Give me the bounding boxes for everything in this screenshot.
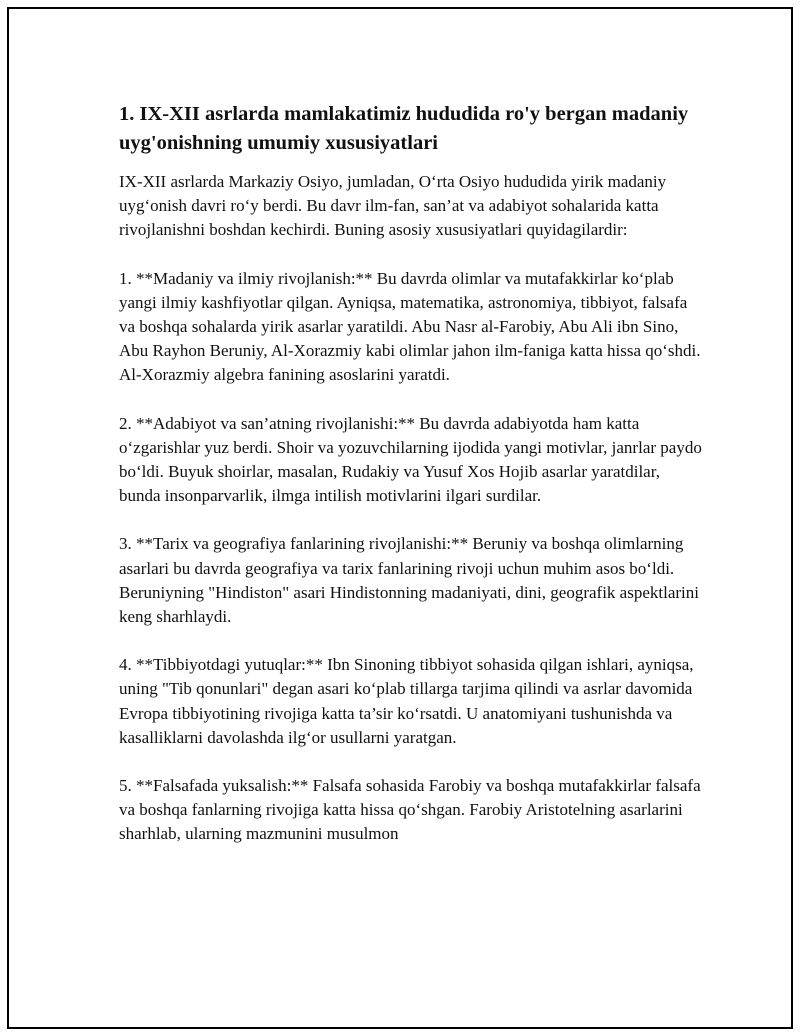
paragraph-medicine: 4. **Tibbiyotdagi yutuqlar:** Ibn Sinoning tibbiyot sohasida qilgan ishlari, ayniqsa, uning "Tib qonunlari" degan asari koʻplab tillarga tarjima qilindi va asrlar davomida Evropa tibbiyotining rivojiga katta ta’sir koʻrsatdi. U anatomiyani tushunishda va kasalliklarni davolashda ilgʻor usullarni yaratgan.: [119, 655, 694, 747]
paragraph-history-geography: 3. **Tarix va geografiya fanlarining rivojlanishi:** Beruniy va boshqa olimlarning asarlari bu davrda geografiya va tarix fanlarining rivoji uchun muhim asos boʻldi. Beruniyning "Hindiston" asari Hindistonning madaniyati, dini, geografik aspektlarini keng sharhlaydi.: [119, 534, 699, 627]
paragraph-philosophy: 5. **Falsafada yuksalish:** Falsafa sohasida Farobiy va boshqa mutafakkirlar falsafa va boshqa fanlarning rivojiga katta hissa qoʻshgan. Farobiy Aristotelning asarlarini sharhlab, ularning mazmunini musulmon: [119, 776, 701, 844]
paragraph-scientific-development: 1. **Madaniy va ilmiy rivojlanish:** Bu davrda olimlar va mutafakkirlar koʻplab yangi ilmiy kashfiyotlar qilgan. Ayniqsa, matematika, astronomiya, tibbiyot, falsafa va boshqa sohalarda yirik asarlar yaratildi. Abu Nasr al-Farobiy, Abu Ali ibn Sino, Abu Rayhon Beruniy, Al-Xorazmiy kabi olimlar jahon ilm-faniga katta hissa qoʻshdi. Al-Xorazmiy algebra fanining asoslarini yaratdi.: [119, 268, 701, 385]
document-title: 1. IX-XII asrlarda mamlakatimiz hududida ro'y bergan madaniy uyg'onishning umumiy xususiyatlari: [119, 103, 689, 154]
document-body: [119, 100, 704, 871]
document-page: [7, 7, 793, 1029]
intro-paragraph: IX-XII asrlarda Markaziy Osiyo, jumladan, Oʻrta Osiyo hududida yirik madaniy uygʻonish davri roʻy berdi. Bu davr ilm-fan, san’at va adabiyot sohalarida katta rivojlanishni boshdan kechirdi. Buning asosiy xususiyatlari quyidagilardir:: [119, 172, 667, 240]
paragraph-literature-art: 2. **Adabiyot va san’atning rivojlanishi:** Bu davrda adabiyotda ham katta oʻzgarishlar yuz berdi. Shoir va yozuvchilarning ijodida yangi motivlar, janrlar paydo boʻldi. Buyuk shoirlar, masalan, Rudakiy va Yusuf Xos Hojib asarlar yaratdilar, bunda insonparvarlik, ilmga intilish motivlarini ilgari surdilar.: [119, 413, 702, 506]
